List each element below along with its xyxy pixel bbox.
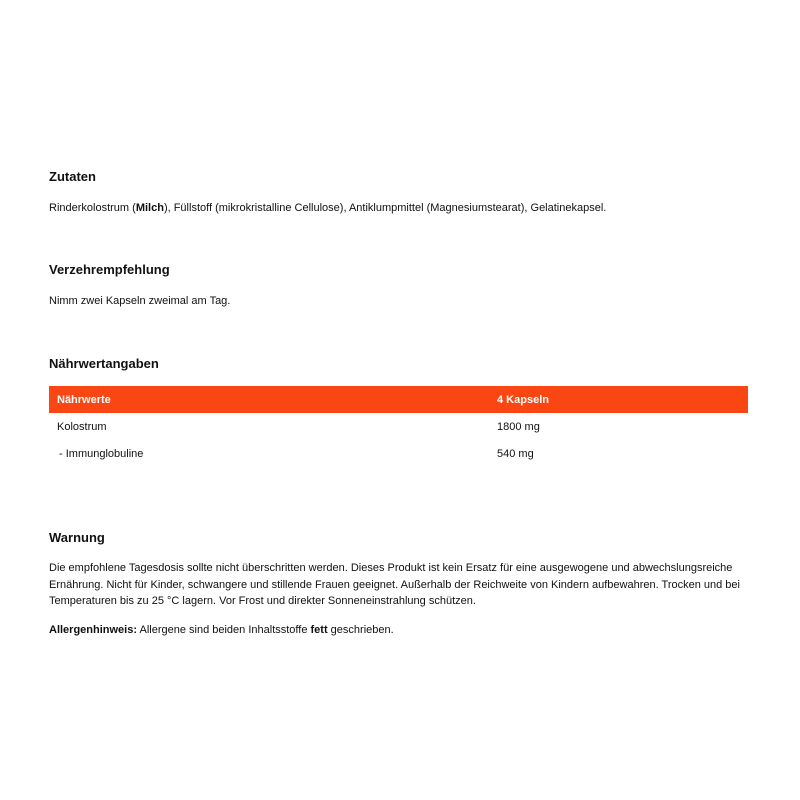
ingredients-allergen-word: Milch xyxy=(135,202,164,214)
ingredients-heading: Zutaten xyxy=(49,169,96,184)
dosage-heading: Verzehrempfehlung xyxy=(49,262,170,277)
ingredients-text-part1: Rinderkolostrum ( xyxy=(49,202,136,214)
nutrition-header-col2: 4 Kapseln xyxy=(497,393,549,406)
table-row xyxy=(49,413,748,440)
allergen-text-part2: geschrieben. xyxy=(327,624,394,636)
dosage-text: Nimm zwei Kapseln zweimal am Tag. xyxy=(49,295,231,307)
table-row xyxy=(49,440,748,467)
nutrient-name: Kolostrum xyxy=(57,420,107,433)
ingredients-text xyxy=(49,200,749,217)
allergen-text-part1: Allergene sind beiden Inhaltsstoffe xyxy=(137,624,311,636)
warning-text: Die empfohlene Tagesdosis sollte nicht überschritten werden. Dieses Produkt ist kein Ersatz für eine ausgewogene und abwechslungsreiche Ernährung. Nicht für Kinder, schwangere und stillende Frauen geeignet. Außerhalb der Reichweite von Kindern aufbewahren. Trocken und bei Temperaturen bis zu 25 °C lagern. Vor Frost und direkter Sonneneinstrahlung schützen. xyxy=(49,562,740,607)
nutrient-value: 540 mg xyxy=(497,447,534,460)
nutrient-value: 1800 mg xyxy=(497,420,540,433)
nutrition-heading: Nährwertangaben xyxy=(49,356,159,371)
nutrient-name: - Immunglobuline xyxy=(59,447,144,460)
allergen-bold-word: fett xyxy=(310,624,328,636)
nutrition-header-col1: Nährwerte xyxy=(57,393,111,406)
allergen-note xyxy=(49,622,749,639)
nutrition-table xyxy=(49,386,748,467)
nutrition-table-header xyxy=(49,386,748,413)
warning-heading: Warnung xyxy=(49,530,105,545)
allergen-label: Allergenhinweis: xyxy=(49,624,138,636)
ingredients-text-part2: ), Füllstoff (mikrokristalline Cellulose), Antiklumpmittel (Magnesiumstearat), Gelatinekapsel. xyxy=(163,202,607,214)
